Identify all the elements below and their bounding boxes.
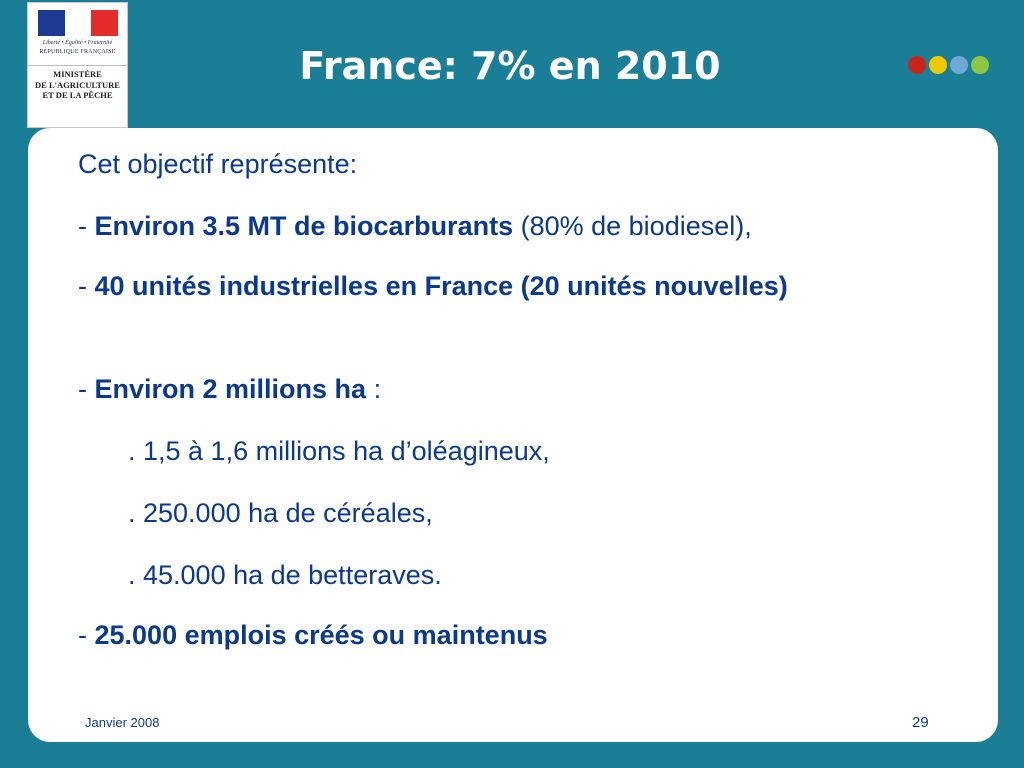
sub-betteraves: . 45.000 ha de betteraves.: [128, 560, 442, 590]
page-number: 29: [912, 714, 929, 731]
sub-cereales: . 250.000 ha de céréales,: [128, 498, 433, 528]
ministry-line-2: DE L'AGRICULTURE: [35, 79, 120, 90]
bullet-bold-text: 25.000 emplois créés ou maintenus: [94, 620, 548, 650]
bullet-bold-text: Environ 2 millions ha: [94, 374, 367, 404]
bullet-unites-industrielles: [78, 268, 818, 304]
ministry-name: [28, 69, 127, 101]
bullet-biocarburants: [78, 208, 752, 244]
republic-emblem: [28, 3, 127, 66]
marianne-flag-icon: [38, 10, 118, 36]
republic-motto: Liberté • Égalité • Fraternité: [42, 40, 113, 46]
bullet-dash: -: [78, 374, 95, 404]
intro-text: Cet objectif représente:: [78, 149, 358, 179]
decorative-dots: [908, 56, 989, 74]
bullet-millions-ha: [78, 371, 381, 407]
bullet-bold-text: Environ 3.5 MT de biocarburants: [94, 211, 514, 241]
bullet-dash: -: [78, 211, 95, 241]
ministry-logo: [27, 2, 128, 128]
bullet-rest-text: (80% de biodiesel),: [513, 211, 752, 241]
yellow-dot-icon: [929, 56, 947, 74]
red-dot-icon: [908, 56, 926, 74]
bullet-rest-text: :: [366, 374, 382, 404]
bullet-emplois: [78, 617, 548, 653]
ministry-line-3: ET DE LA PÊCHE: [42, 90, 113, 100]
blue-dot-icon: [950, 56, 968, 74]
bullet-bold-text: 40 unités industrielles en France (20 unités nouvelles): [94, 271, 788, 301]
republic-name: RÉPUBLIQUE FRANÇAISE: [39, 49, 116, 55]
slide-title: France: 7% en 2010: [299, 44, 721, 88]
bullet-dash: -: [78, 271, 95, 301]
bullet-dash: -: [78, 620, 95, 650]
content-panel: [28, 128, 998, 742]
green-dot-icon: [971, 56, 989, 74]
ministry-line-1: MINISTÈRE: [53, 69, 102, 79]
footer-date: Janvier 2008: [85, 715, 160, 730]
sub-oleagineux: . 1,5 à 1,6 millions ha d’oléagineux,: [128, 436, 550, 466]
